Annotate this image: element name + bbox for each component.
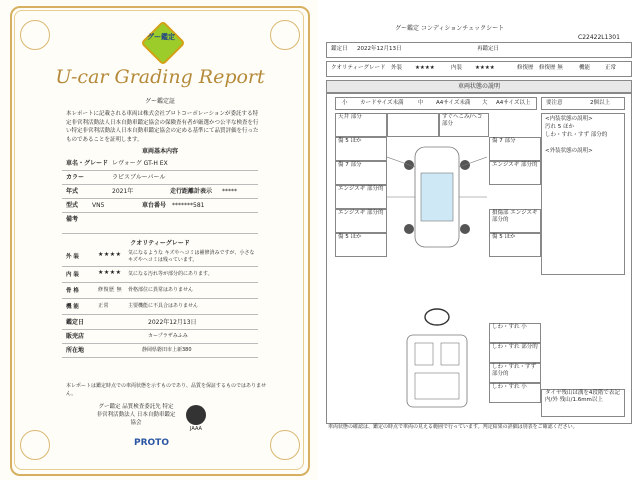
- note-text: 汚れ 5 ほか: [545, 124, 574, 130]
- caution-legend: [541, 97, 625, 110]
- label: 内装: [451, 65, 463, 71]
- vehicle-year: 2021年: [112, 188, 134, 195]
- car-top-view-diagram: [387, 137, 487, 257]
- label: 車台番号: [142, 202, 167, 209]
- report-footer: グー鑑定 品質検査委託先 特定非営利活動法人 日本自動車鑑定協会: [96, 404, 176, 426]
- interior-stars: ★★★★: [98, 269, 122, 276]
- store-name: カープラザみふみ: [148, 333, 188, 339]
- repair-value: 修復歴 無: [539, 65, 563, 71]
- note-text: しわ・すれ・すず 部分的: [545, 132, 608, 138]
- corner-ornament: [20, 20, 50, 50]
- label: 外装: [391, 65, 403, 71]
- label: 機能: [579, 65, 591, 71]
- row-year: [62, 185, 258, 199]
- label: 修復歴: [517, 65, 534, 71]
- function-note: 主要機能に不具合はありません: [128, 303, 199, 309]
- date-row: [326, 42, 632, 58]
- row-color: [62, 171, 258, 185]
- note-box: [387, 113, 439, 137]
- size-label: 中: [418, 100, 424, 106]
- sheet-code: C22422L1301: [578, 34, 620, 41]
- note-box: [489, 383, 541, 403]
- note-box: [489, 233, 541, 257]
- jaaa-logo-icon: [186, 405, 206, 425]
- note-box: [335, 113, 387, 137]
- goo-kantei-badge-text: グー鑑定: [147, 33, 175, 41]
- row-name: [62, 157, 258, 171]
- appraisal-date: 2022年12月13日: [148, 319, 197, 326]
- report-subtitle: グー鑑定証: [144, 98, 175, 105]
- note-text: しわ・すれ 部分的: [492, 344, 538, 350]
- note-text: エンジスギ 部分的: [338, 186, 384, 192]
- corner-ornament: [270, 430, 300, 460]
- label: 鑑定日: [331, 46, 348, 52]
- note-text: エンジスギ 部分的: [492, 162, 538, 168]
- label: 外 装: [66, 254, 79, 260]
- sheet-title: グー鑑定 コンディションチェックシート: [395, 25, 505, 32]
- label: 所在地: [66, 347, 85, 354]
- size-legend: [335, 97, 537, 110]
- note-box: [335, 209, 387, 233]
- proto-logo: PROTO: [134, 438, 169, 448]
- note-box: [335, 137, 387, 161]
- row-address: [62, 344, 258, 358]
- grade-exterior: [62, 248, 258, 267]
- label: 走行距離計表示: [170, 188, 213, 195]
- note-box: [489, 363, 541, 383]
- label: 年式: [66, 188, 79, 195]
- note-box: [489, 343, 541, 363]
- car-interior-diagram: [387, 303, 487, 413]
- grading-report: [0, 0, 318, 480]
- note-box: [439, 113, 489, 137]
- sheet-footer-note: 車両状態の確認は、鑑定の時点で車両の見える範囲で行っています。判定結果の詳細は別表をご確認ください。: [328, 424, 578, 430]
- interior-note: 気になる汚れ等が部分的にあります。: [128, 271, 213, 277]
- label: 鑑定日: [66, 319, 85, 326]
- condition-diagram-area: [326, 92, 632, 424]
- note-text: 損傷部 エンジスギ 部分的: [492, 210, 538, 223]
- label: 販売店: [66, 333, 85, 340]
- note-text: 傷 5 ほか: [492, 234, 516, 240]
- quality-row: [326, 61, 632, 77]
- note-text: 傷 7 部分: [492, 138, 516, 144]
- size-label: 大: [482, 100, 488, 106]
- label: 型式: [66, 202, 79, 209]
- corner-ornament: [270, 20, 300, 50]
- note-box: [489, 137, 541, 161]
- label: 内 装: [66, 272, 79, 278]
- exterior-note: 気になるような キズやヘコミは補修済みですが、小さなキズやヘコミは残っています。: [128, 250, 255, 263]
- size-label: カードサイズ未満: [360, 100, 404, 106]
- grade-function: [62, 298, 258, 315]
- tire-note: [541, 389, 625, 417]
- note-text: しわ・すれ・すず 部分的: [492, 364, 537, 377]
- size-label: 小: [342, 100, 348, 106]
- vehicle-chassis: *******581: [172, 202, 205, 209]
- note-box: [335, 161, 387, 185]
- note-box: [489, 209, 541, 233]
- note-box: [489, 161, 541, 185]
- report-intro: 本レポートに記載される車両は株式会社プロトコーポレーションが委託する特定非営利活動法人日本自動車鑑定協会の保険査有者が厳選かつ公平な検査を行い特定非営利活動法人日本自動車鑑定協会の定める基準にて品質評価を行ったものであることを証明します。: [66, 111, 259, 143]
- note-text: タイヤ残山は溝を4段階で表記 内/外 残山/1.6mm以上: [545, 390, 620, 403]
- note-text: エンジスギ 部分的: [338, 210, 384, 216]
- note-text: すぐへこみ/ヘコ 部分: [442, 114, 483, 127]
- caution-label: 要注意: [546, 100, 563, 106]
- note-text: <内装状態の説明>: [545, 116, 593, 122]
- note-text: 傷 7 部分: [338, 162, 362, 168]
- label: カラー: [66, 174, 85, 181]
- caution-value: 2個以上: [590, 100, 610, 106]
- note-box: [335, 185, 387, 209]
- exterior-stars: ★★★★: [415, 65, 435, 71]
- status-header: 車両状態の説明: [326, 80, 632, 94]
- size-label: A4サイズ以上: [496, 100, 531, 106]
- row-remarks: [62, 213, 258, 234]
- label: 機 能: [66, 304, 79, 310]
- grade-frame: [62, 282, 258, 299]
- interior-stars: ★★★★: [475, 65, 495, 71]
- appraisal-date: 2022年12月13日: [357, 46, 402, 52]
- row-appraisal-date: [62, 316, 258, 330]
- note-box: [489, 323, 541, 343]
- note-text: 傷 5 ほか: [338, 234, 362, 240]
- vehicle-name: レヴォーグ GT-H EX: [112, 160, 168, 167]
- label: 備考: [66, 216, 79, 223]
- note-text: しわ・すれ 小: [492, 384, 527, 390]
- label: 車名・グレード: [66, 160, 109, 167]
- label: 再鑑定日: [477, 46, 500, 52]
- label: クオリティーグレード: [331, 65, 386, 71]
- row-store: [62, 330, 258, 344]
- report-note: 本レポートは鑑定時点での車両状態を示すものであり、品質を保証するものではありません。: [66, 383, 267, 397]
- report-title: U-car Grading Report: [55, 66, 265, 88]
- store-address: 静岡県磐田市上新380: [142, 347, 192, 353]
- frame-value: 修復歴 無: [98, 287, 123, 293]
- note-box: [335, 233, 387, 257]
- vehicle-section-title: 車両基本内容: [141, 148, 178, 155]
- quality-section-title: クオリティーグレード: [130, 240, 190, 247]
- vehicle-mileage: *****: [222, 188, 237, 195]
- label: 骨 格: [66, 288, 79, 294]
- note-text: しわ・すれ 小: [492, 324, 527, 330]
- function-value: 正常: [98, 303, 110, 309]
- vehicle-color: ラピスブルーパール: [112, 174, 166, 181]
- size-label: A4サイズ未満: [436, 100, 471, 106]
- function-value: 正常: [605, 65, 617, 71]
- row-model: [62, 199, 258, 213]
- exterior-stars: ★★★★: [98, 251, 122, 258]
- note-text: 天井 部分: [338, 114, 362, 120]
- vehicle-model: VN5: [92, 202, 105, 209]
- note-text: <外装状態の説明>: [545, 148, 593, 154]
- note-text: 傷 5 ほか: [338, 138, 362, 144]
- corner-ornament: [20, 430, 50, 460]
- jaaa-label: JAAA: [190, 426, 202, 432]
- grade-interior: [62, 266, 258, 283]
- frame-note: 骨格部位に異常はありません: [128, 287, 194, 293]
- side-notes: [541, 113, 625, 275]
